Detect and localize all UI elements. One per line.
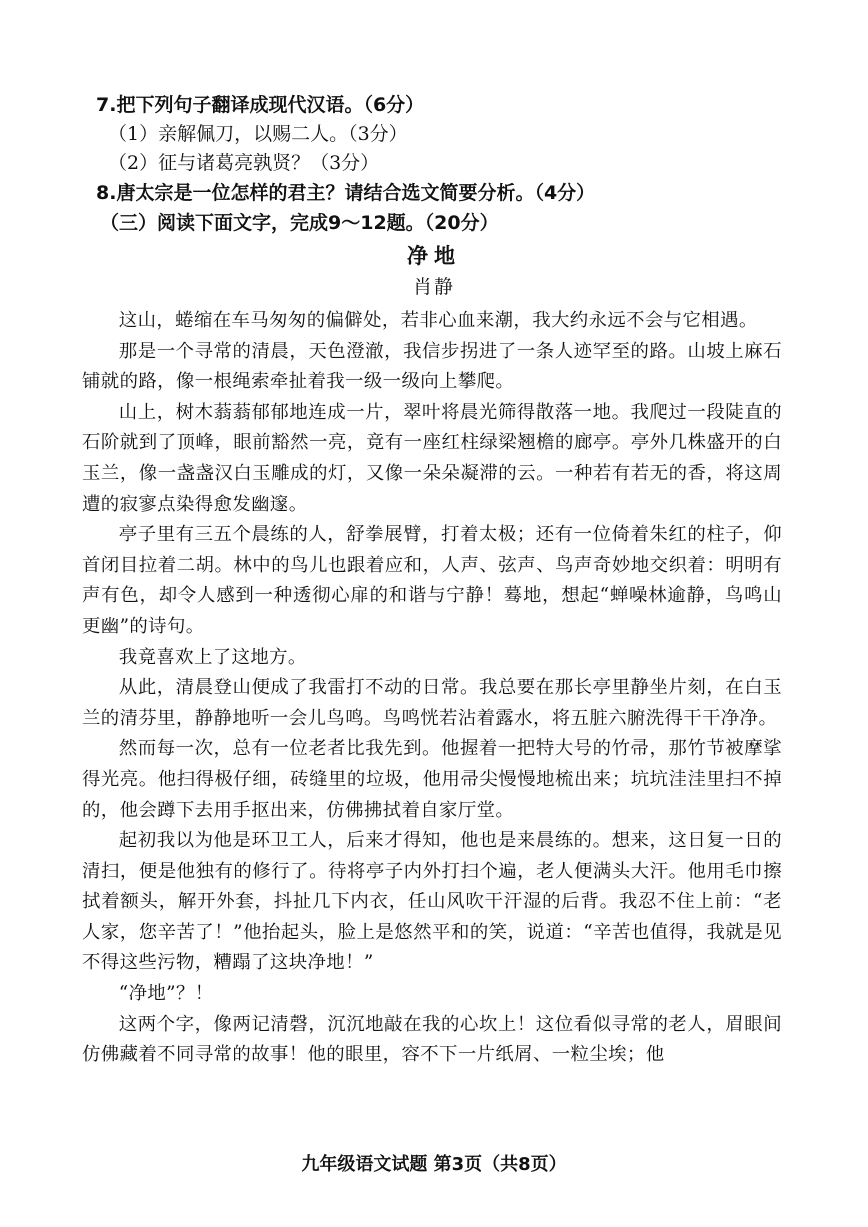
- question-8: 8.唐太宗是一位怎样的君主？请结合选文简要分析。（4分）: [96, 182, 596, 204]
- article-paragraph: 然而每一次，总有一位老者比我先到。他握着一把特大号的竹帚，那竹节被摩挲得光亮。他扫得极仔细，砖缝里的垃圾，他用帚尖慢慢地梳出来；坑坑洼洼里扫不掉的，他会蹲下去用手抠出来，仿佛拂拭着自家厅堂。: [82, 738, 782, 821]
- article-paragraph: 这山，蜷缩在车马匆匆的偏僻处，若非心血来潮，我大约永远不会与它相遇。: [118, 310, 758, 331]
- article-paragraph: 亭子里有三五个晨练的人，舒拳展臂，打着太极；还有一位倚着朱红的柱子，仰首闭目拉着二胡。林中的鸟儿也跟着应和，人声、弦声、鸟声奇妙地交织着：明明有声有色，却令人感到一种透彻心扉的和谐与宁静！蓦地，想起“蝉噪林逾静，鸟鸣山更幽”的诗句。: [82, 524, 782, 637]
- section-3-heading: （三）阅读下面文字，完成9～12题。（20分）: [100, 212, 499, 234]
- article-paragraph: 我竟喜欢上了这地方。: [118, 646, 307, 668]
- question-7-part-1: （1）亲解佩刀，以赐二人。（3分）: [108, 123, 408, 145]
- article-paragraph: 起初我以为他是环卫工人，后来才得知，他也是来晨练的。想来，这日复一日的清扫，便是他独有的修行了。待将亭子内外打扫个遍，老人便满头大汗。他用毛巾擦拭着额头，解开外套，抖扯几下内衣，任山风吹干汗湿的后背。我忍不住上前：“老人家，您辛苦了！”他抬起头，脸上是悠然平和的笑，说道：“辛苦也值得，我就是见不得这些污物，糟蹋了这块净地！”: [82, 830, 782, 974]
- article-paragraph: 这两个字，像两记清磬，沉沉地敲在我的心坎上！这位看似寻常的老人，眉眼间仿佛藏着不同寻常的故事！他的眼里，容不下一片纸屑、一粒尘埃；他: [82, 1013, 782, 1066]
- article-title: 净地: [407, 244, 461, 268]
- article-author: 肖静: [412, 276, 455, 298]
- article-paragraph: 山上，树木蓊蓊郁郁地连成一片，翠叶将晨光筛得散落一地。我爬过一段陡直的石阶就到了顶峰，眼前豁然一亮，竟有一座红柱绿梁翘檐的廊亭。亭外几株盛开的白玉兰，像一盏盏汉白玉雕成的灯，又像一朵朵凝滞的云。一种若有若无的香，将这周遭的寂寥点染得愈发幽邃。: [82, 401, 782, 515]
- article-body: [82, 306, 782, 1071]
- question-7: 7.把下列句子翻译成现代汉语。（6分）: [96, 94, 425, 116]
- article-paragraph: 那是一个寻常的清晨，天色澄澈，我信步拐进了一条人迹罕至的路。山坡上麻石铺就的路，像一根绳索牵扯着我一级一级向上攀爬。: [82, 340, 782, 393]
- article-paragraph: 从此，清晨登山便成了我雷打不动的日常。我总要在那长亭里静坐片刻，在白玉兰的清芬里，静静地听一会儿鸟鸣。鸟鸣恍若沾着露水，将五脏六腑洗得干干净净。: [82, 677, 782, 729]
- question-7-part-2: （2）征与诸葛亮孰贤？（3分）: [108, 152, 380, 174]
- page-footer: 九年级语文试题 第3页（共8页）: [301, 1154, 567, 1175]
- article-paragraph: “净地”？！: [118, 983, 214, 1005]
